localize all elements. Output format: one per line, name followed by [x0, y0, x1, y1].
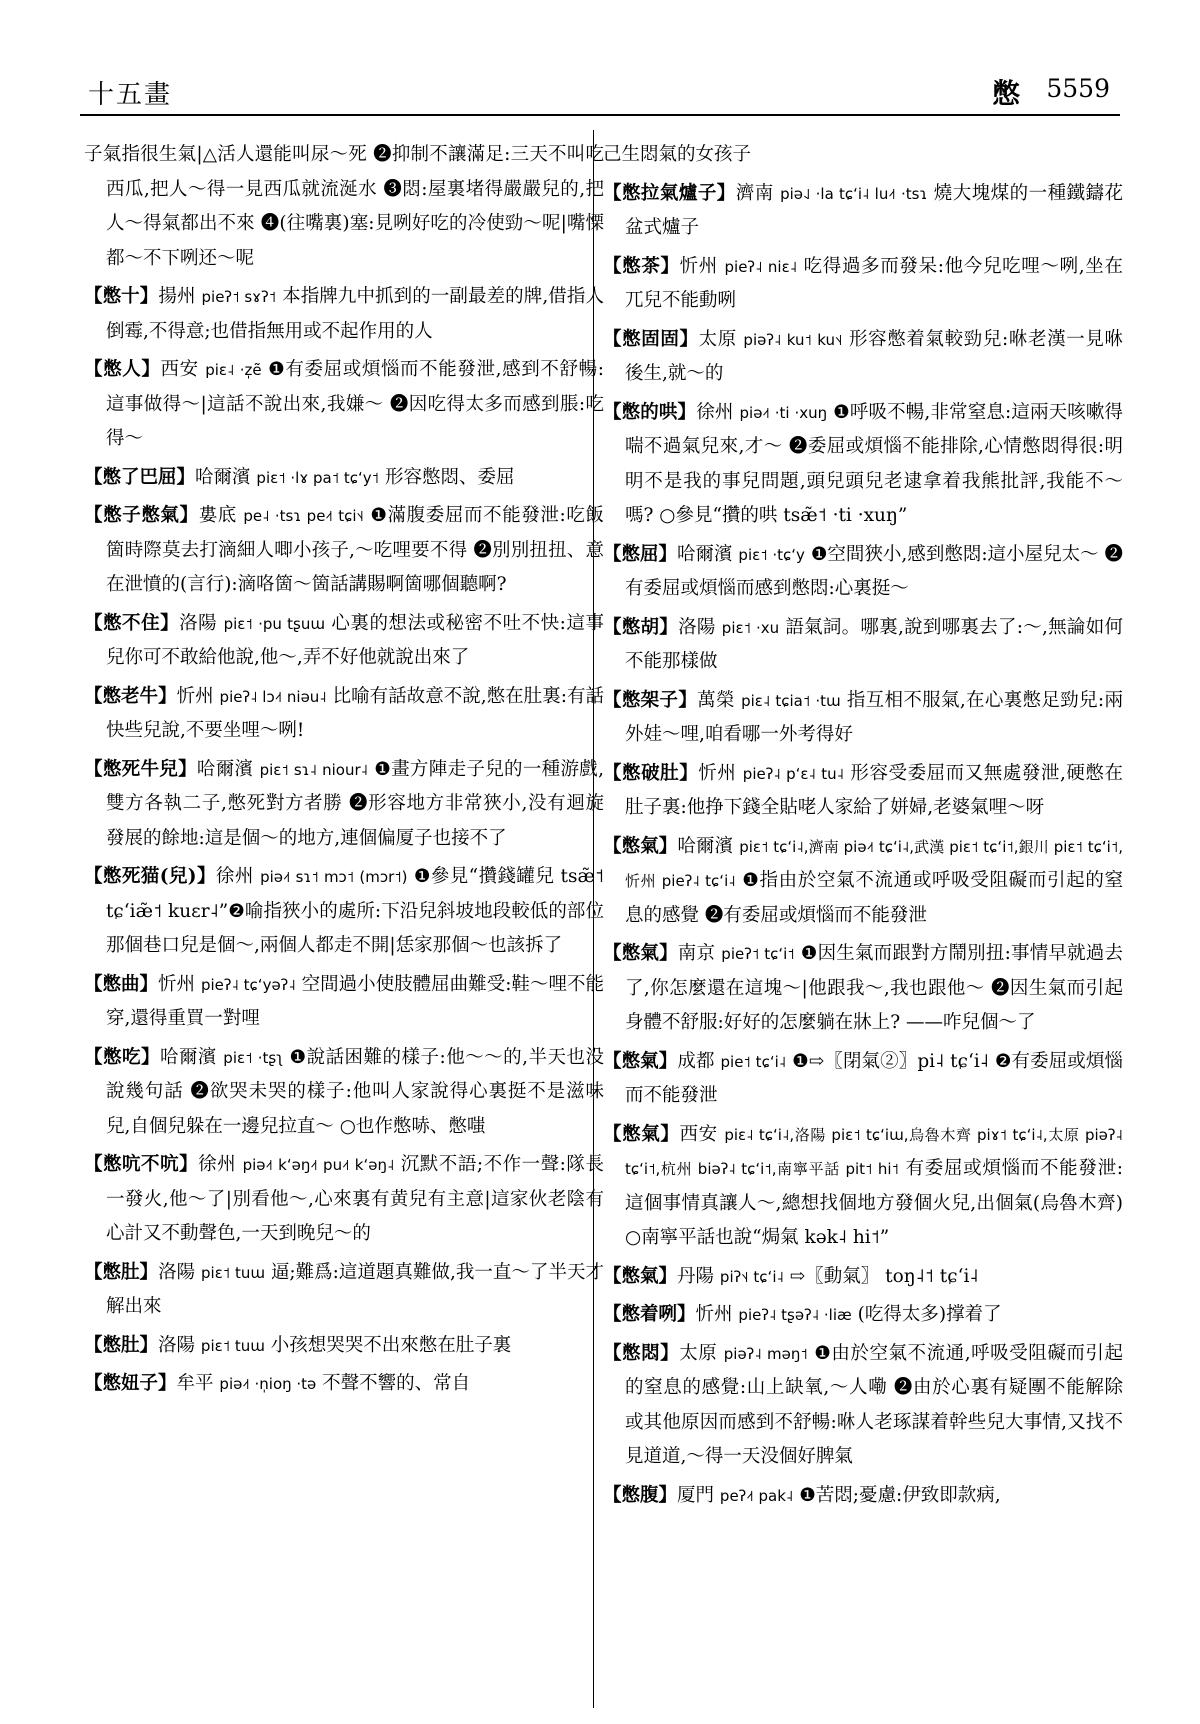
dictionary-entry [603, 538, 1123, 607]
entry-definition: ❶說話困難的樣子:他～～的,半天也没說幾句話 ❷欲哭未哭的樣子:他叫人家說得心裏挺不是滋味兒,自個兒躲在一邊兒拉直～ ○也作憋哧、憋嗤 [106, 1046, 604, 1137]
dictionary-entry [603, 1118, 1123, 1256]
page-header [80, 66, 1120, 116]
entry-headword: 【憋了巴屈】 [84, 466, 196, 488]
dictionary-entry [84, 1367, 604, 1402]
entry-headword: 【憋氣】 [603, 1050, 678, 1072]
entry-definition: ❶因生氣而跟對方鬧別扭:事情早就過去了,你怎麼還在這塊～|他跟我～,我也跟他～ ❷因生氣而引起身體不舒服:好好的怎麼躺在牀上? ——咋兒個～了 [625, 943, 1123, 1033]
section-title: 十五畫 [88, 80, 173, 110]
entry-place: 南京 [677, 943, 716, 964]
entry-phonetic: piəʔ˨ ku˦ ku˦˨ [743, 330, 843, 349]
dictionary-entry [84, 680, 604, 749]
entry-headword: 【憋吭不吭】 [84, 1154, 199, 1175]
entry-definition: 逼;難爲:這道題真難做,我一直～了半天才解出來 [106, 1261, 604, 1317]
entry-place: 太原 [698, 328, 737, 350]
entry-headword: 【憋茶】 [603, 255, 680, 277]
entry-definition: 有委屈或煩惱而不能發泄:這個事情真讓人～,總想找個地方發個火兒,出個氣(烏魯木齊) ○南寧平話也說“焗氣 kək˨ hi˦” [625, 1158, 1123, 1248]
header-character: 憋 [991, 77, 1020, 110]
entry-place: 洛陽 [678, 616, 716, 638]
entry-definition: ❶空間狹小,感到憋悶:這小屋兒太～ ❷有委屈或煩惱而感到憋悶:心裏挺～ [625, 543, 1123, 599]
entry-phonetic: piɛ˦ ·lɤ pa˦ tɕʻy˦ [256, 468, 380, 487]
entry-definition: 形容受委屈而又無處發泄,硬憋在肚子裏:他挣下錢全貼咾人家給了姘婦,老婆氣哩～呀 [625, 762, 1123, 818]
entry-phonetic: piɛ˦ ·tʂʅ [223, 1048, 284, 1067]
entry-definition: 不聲不響的、常自 [322, 1373, 471, 1394]
entry-phonetic: piə˨˦ sɿ˦ mɔ˦ (mɔr˦) [260, 868, 408, 886]
entry-phonetic: pieʔ˨ lɔ˨˦ niəu˨ [219, 687, 327, 706]
entry-place: 忻州 [176, 685, 214, 707]
entry-headword: 【憋氣】 [603, 943, 678, 964]
entry-phonetic: peʔ˨˦ pak˨ [719, 1486, 794, 1505]
entry-definition: 吃得過多而發呆:他今兒吃哩～咧,坐在兀兒不能動咧 [625, 255, 1123, 311]
dictionary-entry [603, 1298, 1123, 1333]
dictionary-entry [84, 353, 604, 457]
entry-phonetic: pie˦ tɕʻi˨ [720, 1052, 787, 1071]
entry-place: 哈爾濱 [677, 543, 733, 565]
entry-phonetic: piə˨˦ ·n̩ioŋ ·tə [219, 1375, 317, 1393]
entry-definition: ❶由於空氣不流通,呼吸受阻礙而引起的窒息的感覺:山上缺氧,～人嘞 ❷由於心裏有疑團不能解除或其他原因而感到不舒暢:咻人老琢謀着幹些兒大事情,又找不見道道,～得一天没個好脾氣 [625, 1342, 1123, 1467]
dictionary-entry [603, 1045, 1123, 1114]
dictionary-entry [84, 461, 604, 496]
entry-headword: 【憋不住】 [84, 612, 180, 634]
dictionary-entry [84, 1256, 604, 1325]
entry-phonetic: piɛ˦ tɕʻi˨,濟南 piə˨˦ tɕʻi˨,武漢 piɛ˦ tɕʻi˦,銀川 piɛ˦ tɕʻi˦,忻州 pieʔ˨ tɕʻi˨ [625, 837, 1123, 890]
entry-definition: 指互相不服氣,在心裏憋足勁兒:兩外娃～哩,咱看哪一外考得好 [625, 689, 1123, 745]
entry-phonetic: pieʔ˦ sɤʔ˦ [201, 288, 277, 306]
entry-phonetic: piʔ˦˨ tɕʻi˨ [719, 1267, 784, 1286]
entry-place: 成都 [677, 1050, 715, 1072]
dictionary-entry [603, 323, 1123, 392]
entry-headword: 【憋死猫(兒)】 [84, 866, 216, 887]
dictionary-entry [603, 611, 1123, 680]
entry-phonetic: piə˨˩ ·la tɕʻi˨ lu˨˦ ·tsɿ [780, 184, 928, 203]
dictionary-entry [84, 1329, 604, 1364]
entry-headword: 【憋拉氣爐子】 [603, 182, 736, 204]
entry-headword: 【憋人】 [84, 359, 161, 380]
dictionary-entry [603, 250, 1123, 319]
right-column [603, 138, 1123, 1708]
dictionary-entry [603, 757, 1123, 826]
entry-definition: 燒大塊煤的一種鐵鑄花盆式爐子 [625, 182, 1123, 238]
entry-definition: 小孩想哭哭不出來憋在肚子裏 [270, 1334, 512, 1356]
entry-place: 忻州 [679, 255, 718, 277]
entry-phonetic: piɛ˦ sɿ˨ niour˨ [259, 760, 369, 779]
entry-definition: 形容憋悶、委屈 [384, 466, 515, 488]
entry-place: 忻州 [698, 762, 737, 784]
dictionary-entry [603, 1479, 1123, 1514]
header-rule [80, 114, 1120, 116]
entry-headword: 【憋肚】 [84, 1261, 159, 1283]
dictionary-entry [84, 280, 604, 349]
page-number: 5559 [1046, 74, 1110, 103]
entry-definition: ❶⇨〖閉氣②〗pi˨ tɕʻi˨ ❷有委屈或煩惱而不能發泄 [625, 1050, 1123, 1106]
entry-headword: 【憋架子】 [603, 689, 698, 711]
entry-place: 厦門 [677, 1484, 715, 1506]
entry-headword: 【憋的哄】 [603, 401, 697, 423]
dictionary-entry [603, 1260, 1123, 1295]
entry-place: 西安 [160, 359, 199, 380]
entry-headword: 【憋十】 [84, 286, 159, 307]
entry-phonetic: pe˨ ·tsɿ pe˨˦ tɕi˦˨ [243, 507, 364, 525]
entry-phonetic: pieʔ˨ niɛ˨ [724, 257, 798, 276]
entry-definition: ❶有委屈或煩惱而不能發泄,感到不舒暢:這事做得～|這話不說出來,我嫌～ ❷因吃得太多而感到脹:吃得～ [106, 359, 604, 449]
entry-headword: 【憋吃】 [84, 1046, 160, 1068]
entry-place: 徐州 [198, 1154, 237, 1175]
entry-definition: 形容憋着氣較勁兒:咻老漢一見咻後生,就～的 [625, 328, 1123, 384]
entry-place: 哈爾濱 [159, 1046, 217, 1068]
entry-definition: ❶滿腹委屈而不能發泄:吃飯箇時際莫去打滴細人唧小孩子,～吃哩要不得 ❷別別扭扭、意在泄憤的(言行):滴咯箇～箇話講賜啊箇哪個聽啊? [106, 505, 604, 595]
entry-phonetic: pieʔ˦ tɕʻi˦ [721, 945, 795, 963]
entry-definition: ❶苦悶;憂慮:伊致即款病, [799, 1484, 1001, 1506]
entry-definition: 比喻有話故意不說,憋在肚裏:有話快些兒說,不要坐哩～咧! [106, 685, 604, 741]
entry-phonetic: piəʔ˨ məŋ˦ [723, 1344, 808, 1363]
dictionary-entry [84, 860, 604, 964]
entry-place: 丹陽 [677, 1265, 715, 1287]
entry-headword: 【憋老牛】 [84, 685, 177, 707]
entry-definition: 空間過小使肢體屈曲難受:鞋～哩不能穿,還得重買一對哩 [106, 973, 604, 1029]
entry-place: 洛陽 [179, 612, 218, 634]
entry-headword: 【憋死牛兒】 [84, 758, 197, 780]
entry-headword: 【憋曲】 [84, 973, 159, 995]
entry-phonetic: piə˨˦ kʻəŋ˨˦ pu˨˦ kʻəŋ˨ [242, 1156, 395, 1174]
entry-definition: ⇨〖動氣〗 toŋ˨˦ tɕʻi˨ [789, 1265, 979, 1287]
entry-phonetic: pieʔ˨ pʻɛ˨ tu˨ [742, 764, 844, 783]
dictionary-entry [603, 396, 1123, 534]
entry-phonetic: piɛ˨ tɕʻi˨,洛陽 piɛ˦ tɕʻiɯ,烏魯木齊 piɤ˦ tɕʻi˨,太原 piəʔ˨ tɕʻi˦,杭州 biəʔ˨ tɕʻi˦,南寧平話 pit˦ hi˦ [625, 1125, 1123, 1178]
entry-place: 徐州 [696, 401, 734, 423]
dictionary-entry [603, 937, 1123, 1041]
entry-place: 太原 [679, 1342, 718, 1364]
entry-headword: 【憋氣】 [603, 1265, 678, 1287]
entry-place: 忻州 [695, 1304, 733, 1325]
entry-definition: ❶指由於空氣不流通或呼吸受阻礙而引起的窒息的感覺 ❷有委屈或煩惱而不能發泄 [625, 870, 1123, 926]
entry-place: 西安 [679, 1123, 718, 1145]
entry-place: 牟平 [176, 1373, 214, 1394]
entry-phonetic: piɛ˦ tuɯ [200, 1336, 265, 1355]
entry-headword: 【憋胡】 [603, 616, 679, 638]
entry-headword: 【憋着咧】 [603, 1304, 696, 1325]
dictionary-entry [84, 1148, 604, 1252]
entry-definition: 本指牌九中抓到的一副最差的牌,借指人倒霉,不得意;也借指無用或不起作用的人 [106, 286, 604, 342]
dictionary-entry [603, 138, 1123, 173]
entry-headword: 【憋子憋氣】 [84, 505, 199, 526]
entry-place: 徐州 [215, 866, 254, 887]
left-column [84, 138, 604, 1708]
entry-phonetic: pieʔ˨ tʂəʔ˨ ·liæ [738, 1306, 852, 1324]
dictionary-entry [84, 1041, 604, 1145]
entry-place: 哈爾濱 [195, 466, 251, 488]
entry-place: 洛陽 [158, 1334, 196, 1356]
entry-definition: 己生悶氣的女孩子 [603, 144, 752, 165]
dictionary-entry [84, 499, 604, 603]
entry-place: 濟南 [735, 182, 774, 204]
entry-place: 萬榮 [697, 689, 735, 711]
entry-headword: 【憋悶】 [603, 1342, 680, 1364]
entry-definition: 語氣詞。哪裏,說到哪裏去了:～,無論如何不能那樣做 [625, 616, 1123, 672]
dictionary-entry [84, 968, 604, 1037]
entry-definition: ❶呼吸不暢,非常窒息:這兩天咳嗽得喘不過氣兒來,才～ ❷委屈或煩惱不能排除,心情憋悶得很:明明不是我的事兒問題,頭兒頭兒老逮拿着我熊批評,我能不～嗎? ○參見“攢的哄 tsæ̃˦ ·ti ·xuŋ” [625, 401, 1123, 526]
entry-phonetic: piɛ˨ ·z̩ẽ [205, 361, 262, 379]
entry-definition: ❶畫方陣走子兒的一種游戲,雙方各執二子,憋死對方者勝 ❷形容地方非常狹小,没有迴旋發展的餘地:這是個～的地方,連個偏厦子也接不了 [106, 758, 604, 849]
dictionary-entry [84, 753, 604, 857]
entry-phonetic: piɛ˦ ·tɕʻy [738, 545, 805, 564]
entry-headword: 【憋妞子】 [84, 1373, 177, 1394]
entry-phonetic: piɛ˦ ·pu tʂuɯ [223, 614, 325, 633]
entry-phonetic: piɛ˨ tɕia˦ ·tɯ [741, 691, 841, 710]
dictionary-entry [603, 1337, 1123, 1475]
dictionary-entry [603, 830, 1123, 934]
entry-definition: ❶參見“攢錢罐兒 tsæ̃˦ tɕʻiæ̃˦ kuɛr˨”❷喻指狹小的處所:下沿兒斜坡地段較低的部位那個巷口兒是個～,兩個人都走不開|恁家那個～也該拆了 [106, 866, 604, 956]
dictionary-entry [84, 138, 604, 276]
entry-headword: 【憋氣】 [603, 1123, 680, 1145]
entry-headword: 【憋肚】 [84, 1334, 159, 1356]
dictionary-entry [603, 684, 1123, 753]
entry-headword: 【憋腹】 [603, 1484, 678, 1506]
entry-place: 婁底 [198, 505, 237, 526]
dictionary-entry [84, 607, 604, 676]
entry-definition: 子氣指很生氣|△活人還能叫尿～死 ❷抑制不讓滿足:三天不叫吃西瓜,把人～得一見西瓜就流涎水 ❸悶:屋裏堵得嚴嚴兒的,把人～得氣都出不來 ❹(往嘴裏)塞:見咧好吃的冷使勁～呢|嘴慄都～不下咧还～呢 [84, 144, 604, 269]
dictionary-entry [603, 177, 1123, 246]
entry-phonetic: pieʔ˨ tɕʻyəʔ˨ [200, 975, 296, 994]
entry-phonetic: piə˨˦ ·ti ·xuŋ [739, 403, 828, 422]
entry-definition: (吃得太多)撑着了 [857, 1304, 1002, 1325]
entry-place: 洛陽 [158, 1261, 196, 1283]
entry-phonetic: piɛ˦ tuɯ [201, 1263, 265, 1282]
entry-definition: 心裏的想法或秘密不吐不快:這事兒你可不敢給他說,他～,弄不好他就說出來了 [106, 612, 604, 668]
entry-headword: 【憋氣】 [603, 835, 678, 857]
entry-headword: 【憋破肚】 [603, 762, 699, 784]
entry-place: 忻州 [158, 973, 196, 995]
entry-place: 哈爾濱 [677, 835, 734, 857]
entry-definition: 沉默不語;不作一聲:隊長一發火,他～了|別看他～,心來裏有黄兒有主意|這家伙老陰有心計又不動聲色,一天到晚兒～的 [106, 1154, 604, 1244]
entry-place: 揚州 [158, 286, 196, 307]
entry-headword: 【憋固固】 [603, 328, 699, 350]
entry-headword: 【憋屈】 [603, 543, 678, 565]
entry-phonetic: piɛ˦ ·xu [721, 618, 780, 637]
entry-place: 哈爾濱 [196, 758, 254, 780]
